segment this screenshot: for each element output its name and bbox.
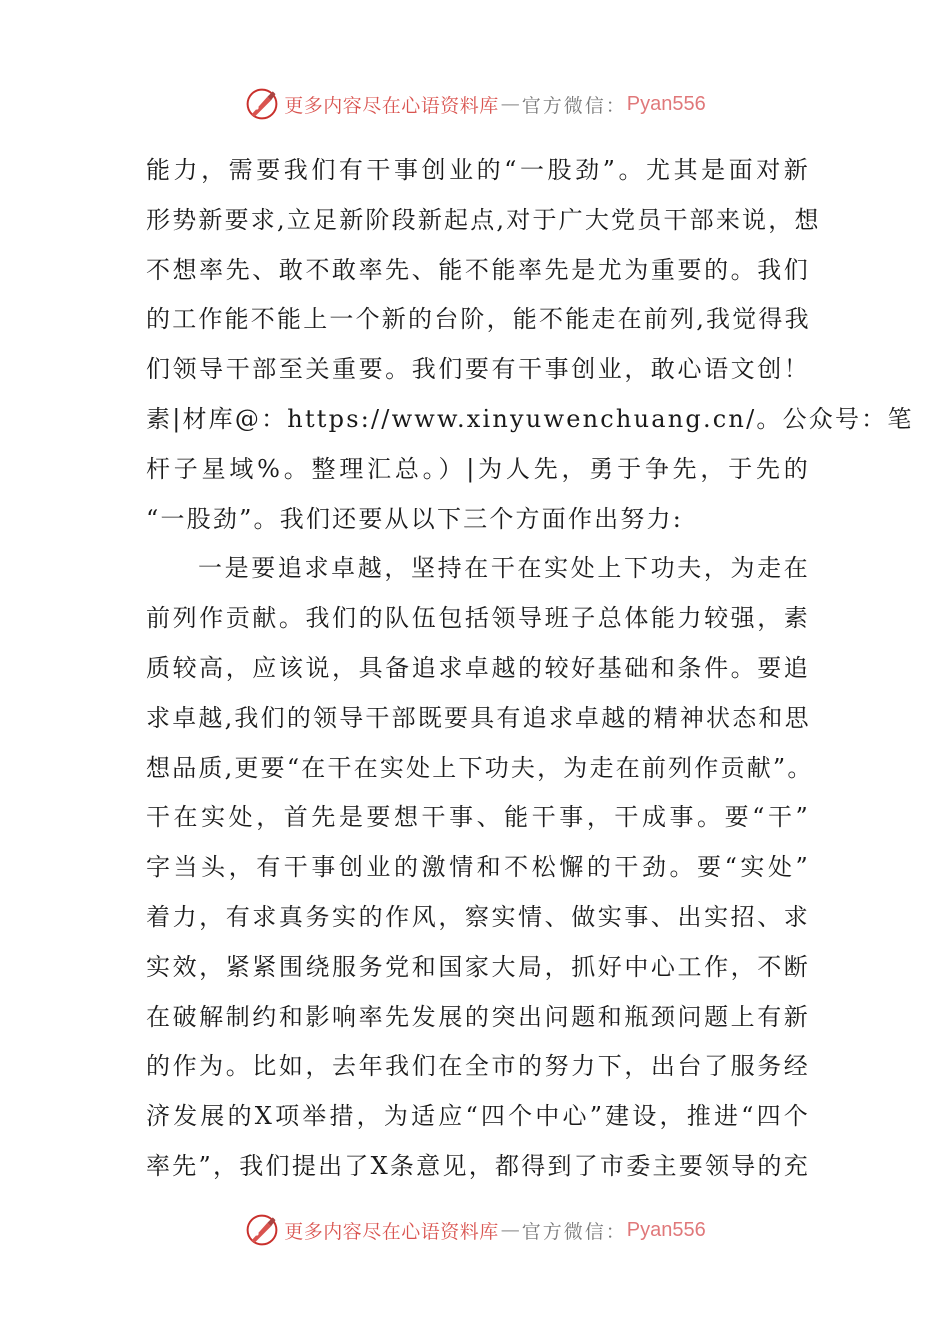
body-line: “一股劲”。我们还要从以下三个方面作出努力: (146, 504, 684, 533)
body-line: 实效，紧紧围绕服务党和国家大局，抓好中心工作，不断 (146, 952, 810, 981)
body-line: 求卓越,我们的领导干部既要具有追求卓越的精神状态和思 (146, 703, 811, 732)
body-line: 能力，需要我们有干事创业的“一股劲”。尤其是面对新 (146, 156, 810, 184)
body-line: 干在实处，首先是要想干事、能干事，干成事。要“干” (146, 803, 810, 832)
pen-logo-icon (244, 86, 280, 122)
banner-official-label: 官方微信： (521, 1220, 627, 1243)
body-line: 的工作能不能上一个新的台阶，能不能走在前列,我觉得我 (146, 305, 811, 334)
banner-official-label: 官方微信： (521, 94, 627, 117)
body-line: 杆子星域%。整理汇总。）|为人先，勇于争先，于先的 (146, 454, 810, 483)
banner-title: 更多内容尽在心语资料库 (284, 1220, 499, 1243)
document-body (146, 146, 914, 1192)
body-line: 的作为。比如，去年我们在全市的努力下，出台了服务经 (146, 1052, 810, 1081)
footer-banner (0, 1208, 950, 1252)
body-line: 在破解制约和影响率先发展的突出问题和瓶颈问题上有新 (146, 1002, 810, 1031)
body-line: 形势新要求,立足新阶段新起点,对于广大党员干部来说，想 (146, 205, 821, 234)
body-line: 不想率先、敢不敢率先、能不能率先是尤为重要的。我们 (146, 255, 810, 284)
pen-logo-icon (244, 1212, 280, 1248)
body-line: 前列作贡献。我们的队伍包括领导班子总体能力较强，素 (146, 604, 810, 633)
banner-title: 更多内容尽在心语资料库 (284, 94, 499, 117)
body-line: 想品质,更要“在干在实处上下功夫，为走在前列作贡献”。 (146, 753, 814, 782)
body-line: 质较高，应该说，具备追求卓越的较好基础和条件。要追 (146, 653, 810, 682)
banner-wechat-id: Pyan556 (626, 92, 706, 115)
banner-wechat-id: Pyan556 (626, 1218, 706, 1241)
body-line: 济发展的X项举措，为适应“四个中心”建设，推进“四个 (146, 1102, 810, 1131)
banner-separator: — (500, 1219, 520, 1241)
body-line: 字当头，有干事创业的激情和不松懈的干劲。要“实处” (146, 853, 810, 882)
banner-separator: — (500, 93, 520, 115)
body-line: 素|材库@：https://www.xinyuwenchuang.cn/。公众号：笔 (146, 404, 914, 433)
header-banner (0, 82, 950, 126)
body-line: 们领导干部至关重要。我们要有干事创业，敢心语文创！ (146, 355, 810, 384)
body-line: 率先”，我们提出了X条意见，都得到了市委主要领导的充 (146, 1151, 810, 1180)
body-line: 一是要追求卓越，坚持在干在实处上下功夫，为走在 (198, 554, 810, 583)
body-line: 着力，有求真务实的作风，察实情、做实事、出实招、求 (146, 902, 810, 931)
